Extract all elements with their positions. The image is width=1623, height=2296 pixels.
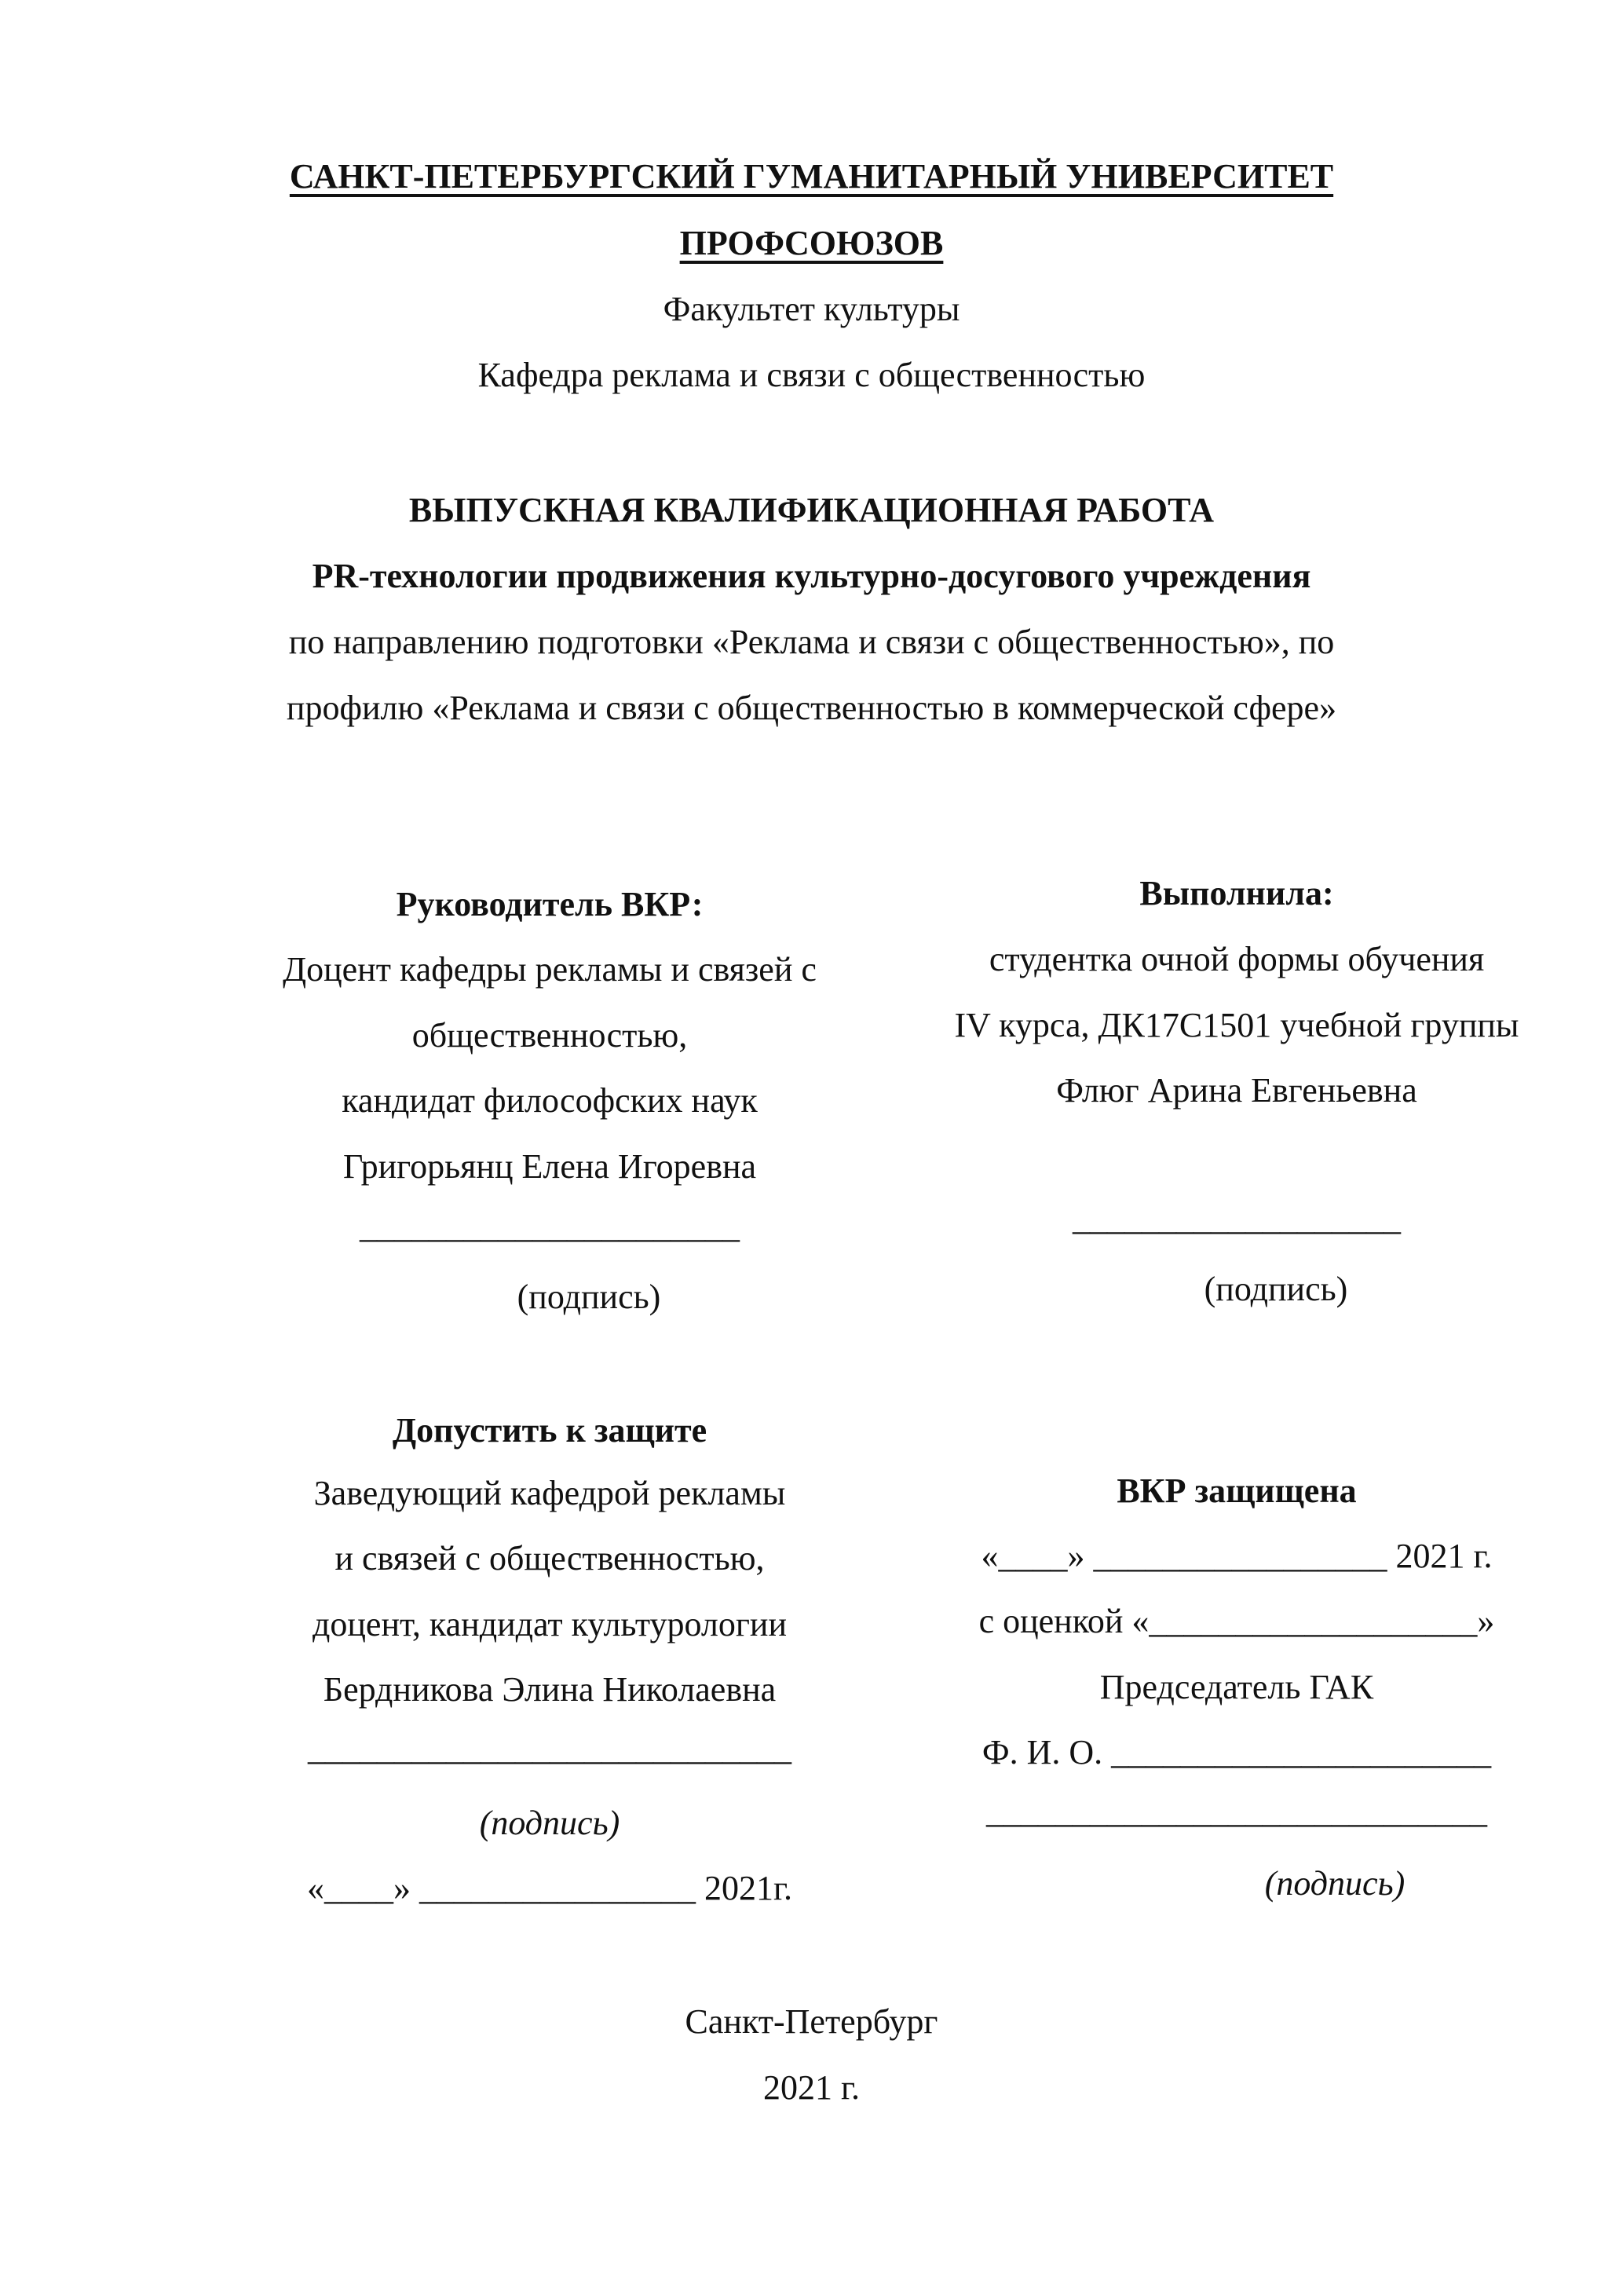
admission-line: Заведующий кафедрой рекламы [313, 1474, 786, 1512]
admission-line: и связей с общественностью, [334, 1539, 765, 1578]
admission-signature-line: ____________________________ [308, 1729, 791, 1768]
student-signature-label: (подпись) [1204, 1270, 1348, 1308]
student-line: IV курса, ДК17С1501 учебной группы [954, 1006, 1519, 1044]
admission-date-line: «____» ________________ 2021г. [306, 1869, 793, 1907]
department: Кафедра реклама и связи с общественностью [477, 356, 1146, 394]
direction-line-1: по направлению подготовки «Реклама и связи с общественностью», по [288, 623, 1335, 661]
admission-head-name: Бердникова Элина Николаевна [323, 1670, 777, 1709]
chair-fio-line: Ф. И. О. ______________________ [981, 1733, 1492, 1771]
commission-chair: Председатель ГАК [1099, 1668, 1374, 1706]
direction-line-2: профилю «Реклама и связи с общественностью в коммерческой сфере» [286, 689, 1337, 727]
supervisor-name: Григорьянц Елена Игоревна [342, 1147, 757, 1186]
supervisor-signature-label: (подпись) [517, 1278, 661, 1316]
defense-heading: ВКР защищена [1117, 1472, 1357, 1510]
city: Санкт-Петербург [685, 2002, 938, 2041]
supervisor-line: общественностью, [411, 1016, 688, 1055]
admission-signature-label: (подпись) [479, 1804, 620, 1842]
supervisor-signature-line: ______________________ [360, 1207, 740, 1245]
defense-signature-line: _____________________________ [986, 1792, 1487, 1830]
supervisor-line: Доцент кафедры рекламы и связей с [283, 950, 817, 989]
university-name-line2: ПРОФСОЮЗОВ [679, 224, 944, 262]
student-name: Флюг Арина Евгеньевна [1056, 1071, 1417, 1110]
work-type-title: ВЫПУСКНАЯ КВАЛИФИКАЦИОННАЯ РАБОТА [408, 491, 1215, 529]
year: 2021 г. [762, 2068, 861, 2107]
defense-grade-line: с оценкой «___________________» [978, 1602, 1495, 1640]
defense-signature-label: (подпись) [1264, 1864, 1406, 1903]
admission-heading: Допустить к защите [392, 1411, 707, 1450]
student-signature-line: ___________________ [1073, 1199, 1401, 1238]
admission-line: доцент, кандидат культурологии [313, 1605, 787, 1643]
thesis-topic: PR-технологии продвижения культурно-досугового учреждения [312, 557, 1311, 595]
supervisor-line: кандидат философских наук [342, 1081, 758, 1120]
student-line: студентка очной формы обучения [989, 940, 1485, 978]
faculty: Факультет культуры [663, 290, 960, 328]
supervisor-heading: Руководитель ВКР: [396, 885, 704, 923]
university-name-line1: САНКТ-ПЕТЕРБУРГСКИЙ ГУМАНИТАРНЫЙ УНИВЕРСИТЕТ [289, 157, 1334, 196]
student-heading: Выполнила: [1139, 874, 1334, 912]
defense-date-line: «____» _________________ 2021 г. [981, 1537, 1493, 1575]
